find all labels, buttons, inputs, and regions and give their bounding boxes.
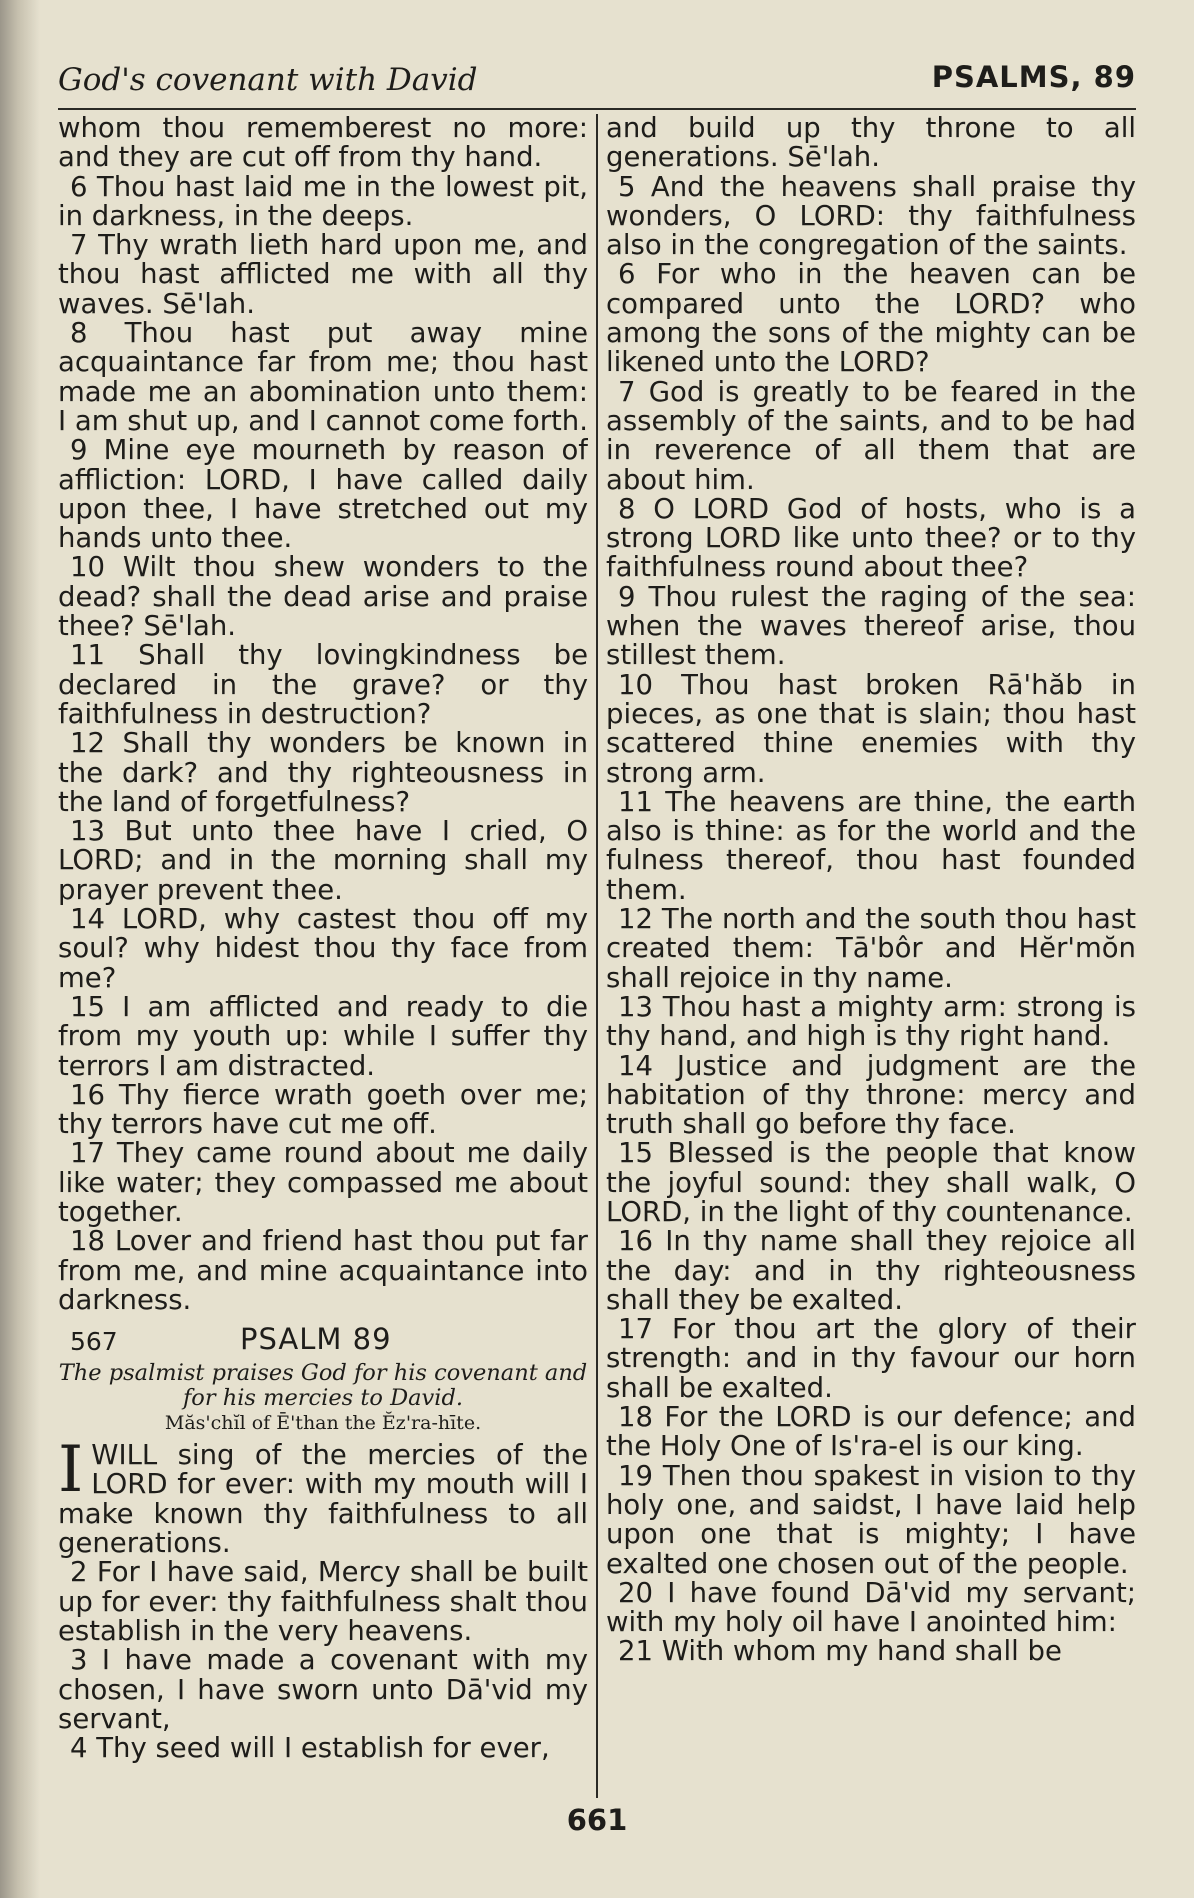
hymn-number: 567 (70, 1327, 118, 1357)
verse: 14 LORD, why castest thou off my soul? why hidest thou thy face from me? (58, 903, 588, 994)
psalm-title: PSALM 89 (240, 1322, 392, 1357)
verse: 13 Thou hast a mighty arm: strong is thy hand, and high is thy right hand. (606, 990, 1136, 1053)
verse: 18 Lover and friend hast thou put far from me, and mine acquaintance into darkness. (58, 1225, 588, 1316)
verse: 16 Thy fierce wrath goeth over me; thy terrors have cut me off. (58, 1078, 588, 1141)
verse-1-text: WILL sing of the mercies of the LORD for ever: with my mouth will I make known thy faithfulness to all generations. (58, 1439, 588, 1560)
verse: 14 Justice and judgment are the habitation of thy throne: mercy and truth shall go before thy face. (606, 1049, 1136, 1141)
psalm-superscription: Măs'chĭl of Ē'than the Ĕz'ra-hīte. (164, 1412, 482, 1435)
verse: 8 Thou hast put away mine acquaintance far from me; thou hast made me an abomination unto them: I am shut up, and I cannot come forth. (58, 317, 588, 437)
book-chapter-heading: PSALMS, 89 (931, 60, 1136, 94)
verse: 12 The north and the south thou hast created them: Tā'bôr and Hĕr'mŏn shall rejoice in thy name. (606, 903, 1136, 994)
verse: 19 Then thou spakest in vision to thy holy one, and saidst, I have laid help upon one that is mighty; I have exalted one chosen out of the people. (606, 1459, 1136, 1580)
verse: 11 The heavens are thine, the earth also is thine: as for the world and the fulness thereof, thou hast founded them. (606, 785, 1136, 906)
verse: 2 For I have said, Mercy shall be built up for ever: thy faithfulness shalt thou establish in the very heavens. (58, 1556, 588, 1647)
verse: 21 With whom my hand shall be (618, 1635, 1062, 1668)
verse: 18 For the LORD is our defence; and the Holy One of Is'ra-el is our king. (606, 1401, 1136, 1463)
page-gutter-shadow (0, 0, 40, 1898)
verse: 7 God is greatly to be feared in the assembly of the saints, and to be had in reverence of all them that are about him. (606, 375, 1136, 496)
verse: 8 O LORD God of hosts, who is a strong LORD like unto thee? or to thy faithfulness round about thee? (606, 492, 1136, 584)
verse: 4 Thy seed will I establish for ever, (70, 1732, 550, 1765)
right-column (606, 114, 1136, 1804)
verse: 9 Thou rulest the raging of the sea: when the waves thereof arise, thou stillest them. (606, 580, 1136, 672)
verse: whom thou rememberest no more: and they are cut off from thy hand. (58, 114, 588, 174)
verse: 10 Thou hast broken Rā'hăb in pieces, as one that is slain; thou hast scattered thine enemies with thy strong arm. (606, 668, 1136, 789)
verse: and build up thy throne to all generations. Sē'lah. (606, 114, 1136, 174)
psalm-heading (58, 1322, 588, 1359)
page-number: 661 (566, 1803, 628, 1837)
verse: 10 Wilt thou shew wonders to the dead? shall the dead arise and praise thee? Sē'lah. (58, 551, 588, 643)
verse: 9 Mine eye mourneth by reason of affliction: LORD, I have called daily upon thee, I have stretched out my hands unto thee. (58, 434, 588, 555)
verse: 12 Shall thy wonders be known in the dark? and thy righteousness in the land of forgetfulness? (58, 727, 588, 818)
verse: 15 I am afflicted and ready to die from my youth up: while I suffer thy terrors I am distracted. (58, 990, 588, 1082)
verse-1 (58, 1433, 588, 1560)
drop-cap: I (58, 1433, 84, 1508)
verse: 17 For thou art the glory of their strength: and in thy favour our horn shall be exalted. (606, 1313, 1136, 1404)
psalm-summary: The psalmist praises God for his covenant and for his mercies to David. (58, 1360, 588, 1412)
page-header (58, 58, 1136, 110)
verse: 6 Thou hast laid me in the lowest pit, in darkness, in the deeps. (58, 170, 588, 232)
left-column (58, 114, 588, 1804)
verse: 6 For who in the heaven can be compared unto the LORD? who among the sons of the mighty can be likened unto the LORD? (606, 258, 1136, 379)
verse: 15 Blessed is the people that know the joyful sound: they shall walk, O LORD, in the light of thy countenance. (606, 1137, 1136, 1228)
verse: 17 They came round about me daily like water; they compassed me about together. (58, 1137, 588, 1228)
verse: 11 Shall thy lovingkindness be declared in the grave? or thy faithfulness in destruction? (58, 639, 588, 730)
running-head: God's covenant with David (58, 62, 478, 98)
verse: 7 Thy wrath lieth hard upon me, and thou hast afflicted me with all thy waves. Sē'lah. (58, 229, 588, 320)
verse: 13 But unto thee have I cried, O LORD; and in the morning shall my prayer prevent thee. (58, 815, 588, 906)
column-rule (596, 114, 598, 1798)
verse: 3 I have made a covenant with my chosen, I have sworn unto Dā'vid my servant, (58, 1644, 588, 1735)
verse: 5 And the heavens shall praise thy wonders, O LORD: thy faithfulness also in the congregation of the saints. (606, 170, 1136, 262)
verse: 20 I have found Dā'vid my servant; with my holy oil have I anointed him: (606, 1576, 1136, 1639)
verse: 16 In thy name shall they rejoice all the day: and in thy righteousness shall they be exalted. (606, 1225, 1136, 1316)
